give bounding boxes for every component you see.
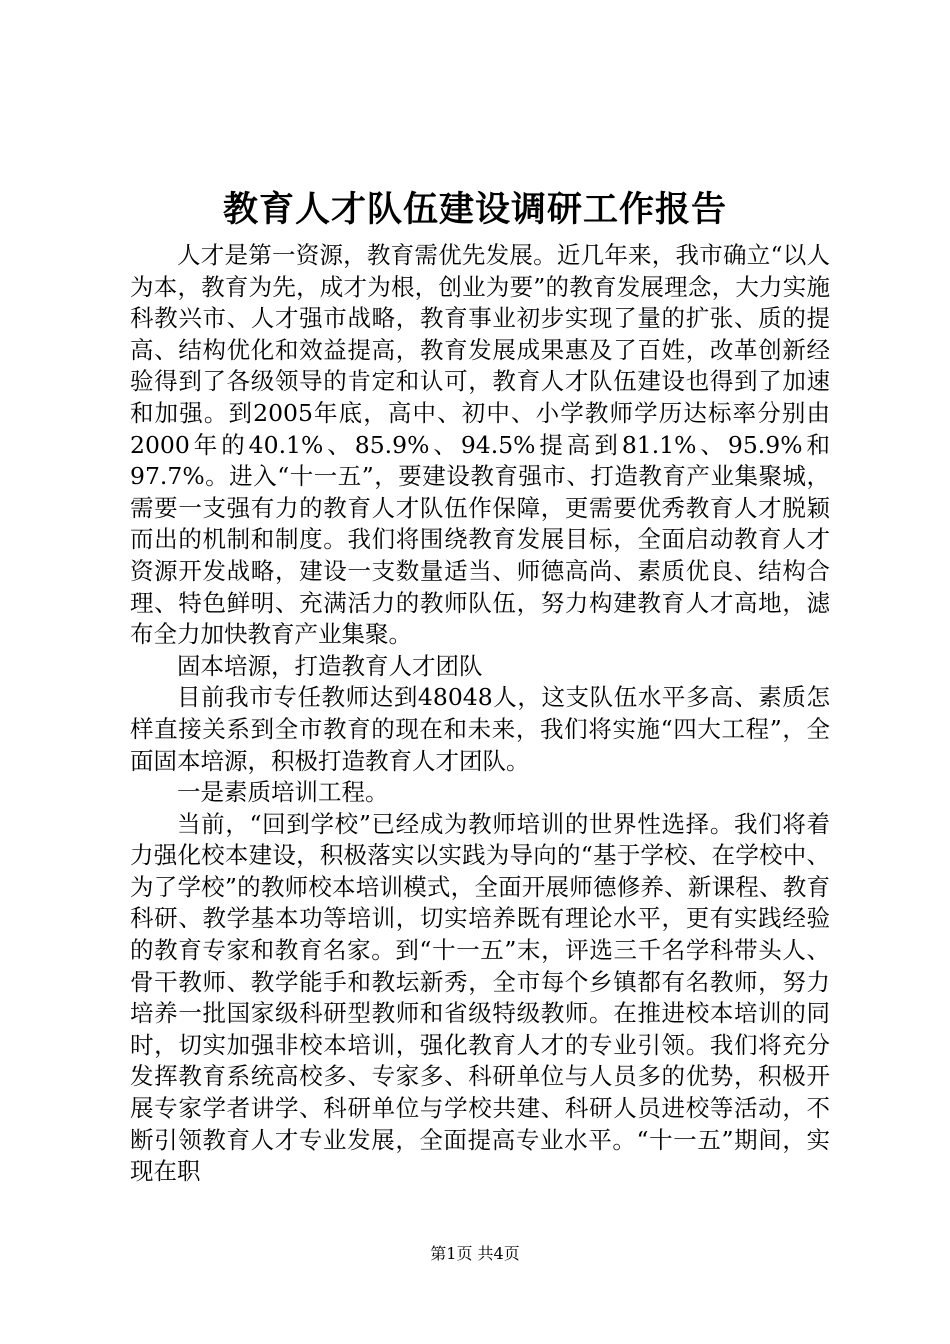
- paragraph-teachers: 目前我市专任教师达到48048人，这支队伍水平多高、素质怎样直接关系到全市教育的现在和未来，我们将实施“四大工程”，全面固本培源，积极打造教育人才团队。: [130, 683, 830, 775]
- document-title: 教育人才队伍建设调研工作报告: [222, 189, 727, 230]
- page-number-footer: 第1页 共4页: [430, 1244, 520, 1263]
- section-heading: 固本培源，打造教育人才团队: [177, 651, 483, 680]
- paragraph-training: 当前，“回到学校”已经成为教师培训的世界性选择。我们将着力强化校本建设，积极落实以实践为导向的“基于学校、在学校中、为了学校”的教师校本培训模式，全面开展师德修养、新课程、教育科研、教学基本功等培训，切实培养既有理论水平，更有实践经验的教育专家和教育名家。到“十一五”末，评选三千名学科带头人、骨干教师、教学能手和教坛新秀，全市每个乡镇都有名教师，努力培养一批国家级科研型教师和省级特级教师。在推进校本培训的同时，切实加强非校本培训，强化教育人才的专业引领。我们将充分发挥教育系统高校多、专家多、科研单位与人员多的优势，积极开展专家学者讲学、科研单位与学校共建、科研人员进校等活动，不断引领教育人才专业发展，全面提高专业水平。“十一五”期间，实现在职: [130, 809, 830, 1186]
- paragraph-intro: 人才是第一资源，教育需优先发展。近几年来，我市确立“以人为本，教育为先，成才为根，创业为要”的教育发展理念，大力实施科教兴市、人才强市战略，教育事业初步实现了量的扩张、质的提高、结构优化和效益提高，教育发展成果惠及了百姓，改革创新经验得到了各级领导的肯定和认可，教育人才队伍建设也得到了加速和加强。到2005年底，高中、初中、小学教师学历达标率分别由2000年的40.1%、85.9%、94.5%提高到81.1%、95.9%和97.7%。进入“十一五”，要建设教育强市、打造教育产业集聚城，需要一支强有力的教育人才队伍作保障，更需要优秀教育人才脱颖而出的机制和制度。我们将围绕教育发展目标，全面启动教育人才资源开发战略，建设一支数量适当、师德高尚、素质优良、结构合理、特色鲜明、充满活力的教师队伍，努力构建教育人才高地，滤布全力加快教育产业集聚。: [130, 241, 830, 649]
- subsection-heading: 一是素质培训工程。: [177, 778, 389, 807]
- document-body: [130, 240, 830, 1188]
